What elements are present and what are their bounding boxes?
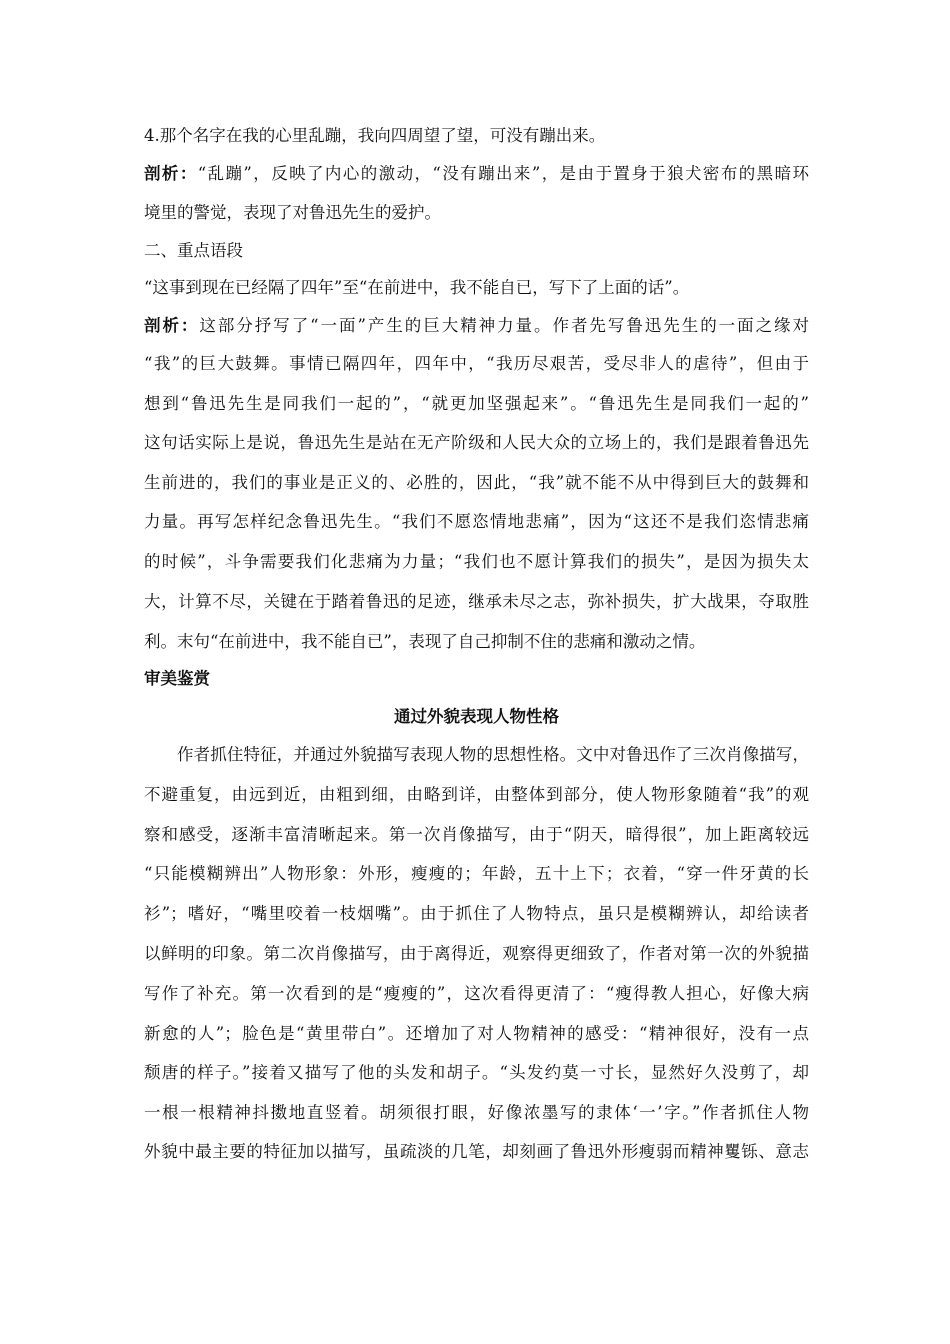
text-line-26: 一根一根精神抖擞地直竖着。胡须很打眼，好像浓墨写的隶体‘一’字。”作者抓住人物 — [144, 1103, 809, 1122]
text-line-12: 的时候”，斗争需要我们化悲痛为力量；“我们也不愿计算我们的损失”，是因为损失太 — [144, 552, 809, 571]
analysis-label: 剖析： — [144, 164, 198, 183]
text-line-22: 以鲜明的印象。第二次肖像描写，由于离得近，观察得更细致了，作者对第一次的外貌描 — [144, 944, 809, 963]
analysis-label: 剖析： — [144, 316, 200, 335]
text-line-25: 颓唐的样子。”接着又描写了他的头发和胡子。“头发约莫一寸长，显然好久没剪了，却 — [144, 1063, 809, 1082]
text-line-20: “只能模糊辨出”人物形象：外形，瘦瘦的；年龄，五十上下；衣着，“穿一件牙黄的长 — [144, 864, 809, 883]
text-line-18: 不避重复，由远到近，由粗到细，由略到详，由整体到部分，使人物形象随着“我”的观 — [144, 785, 809, 804]
text-line-14: 利。末句“在前进中，我不能自已”，表现了自己抑制不住的悲痛和激动之情。 — [144, 632, 706, 651]
text-line-3: 境里的警觉，表现了对鲁迅先生的爱护。 — [144, 203, 441, 222]
paragraph-first-line: 作者抓住特征，并通过外貌描写表现人物的思想性格。文中对鲁迅作了三次肖像描写， — [177, 745, 809, 764]
text-line-9: 这句话实际上是说，鲁迅先生是站在无产阶级和人民大众的立场上的，我们是跟着鲁迅先 — [144, 433, 809, 452]
text-line-23: 写作了补充。第一次看到的是“瘦瘦的”，这次看得更清了：“瘦得教人担心，好像大病 — [144, 984, 809, 1003]
text-line-19: 察和感受，逐渐丰富清晰起来。第一次肖像描写，由于“阴天，暗得很”，加上距离较远 — [144, 825, 809, 844]
analysis-line-2 — [144, 316, 809, 336]
section-heading-key-passage: 二、重点语段 — [144, 241, 243, 260]
text-line-5: “这事到现在已经隔了四年”至“在前进中，我不能自已，写下了上面的话”。 — [144, 278, 690, 297]
text-line-8: 想到“鲁迅先生是同我们一起的”，“就更加坚强起来”。“鲁迅先生是同我们一起的” — [144, 394, 809, 413]
text-line-13: 大，计算不尽，关键在于踏着鲁迅的足迹，继承未尽之志，弥补损失，扩大战果，夺取胜 — [144, 592, 809, 611]
text-line-21: 衫”；嗜好，“嘴里咬着一枝烟嘴”。由于抓住了人物特点，虽只是模糊辨认，却给读者 — [144, 904, 809, 923]
analysis-text: “乱蹦”，反映了内心的激动，“没有蹦出来”，是由于置身于狼犬密布的黑暗环 — [197, 164, 809, 183]
text-line-7: “我”的巨大鼓舞。事情已隔四年，四年中，“我历尽艰苦，受尽非人的虐待”，但由于 — [144, 354, 809, 373]
text-line-27: 外貌中最主要的特征加以描写，虽疏淡的几笔，却刻画了鲁迅外形瘦弱而精神矍铄、意志 — [144, 1142, 809, 1161]
text-line-10: 生前进的，我们的事业是正义的、必胜的，因此，“我”就不能不从中得到巨大的鼓舞和 — [144, 473, 809, 492]
article-title: 通过外貌表现人物性格 — [394, 707, 559, 726]
analysis-text: 这部分抒写了“一面”产生的巨大精神力量。作者先写鲁迅先生的一面之缘对 — [199, 316, 810, 335]
text-line-1: 4.那个名字在我的心里乱蹦，我向四周望了望，可没有蹦出来。 — [144, 126, 606, 145]
analysis-line-1 — [144, 164, 809, 184]
section-heading-appreciation: 审美鉴赏 — [144, 669, 210, 688]
text-line-11: 力量。再写怎样纪念鲁迅先生。“我们不愿恣情地悲痛”，因为“这还不是我们恣情悲痛 — [144, 512, 809, 531]
text-line-24: 新愈的人”；脸色是“黄里带白”。还增加了对人物精神的感受：“精神很好，没有一点 — [144, 1024, 809, 1043]
